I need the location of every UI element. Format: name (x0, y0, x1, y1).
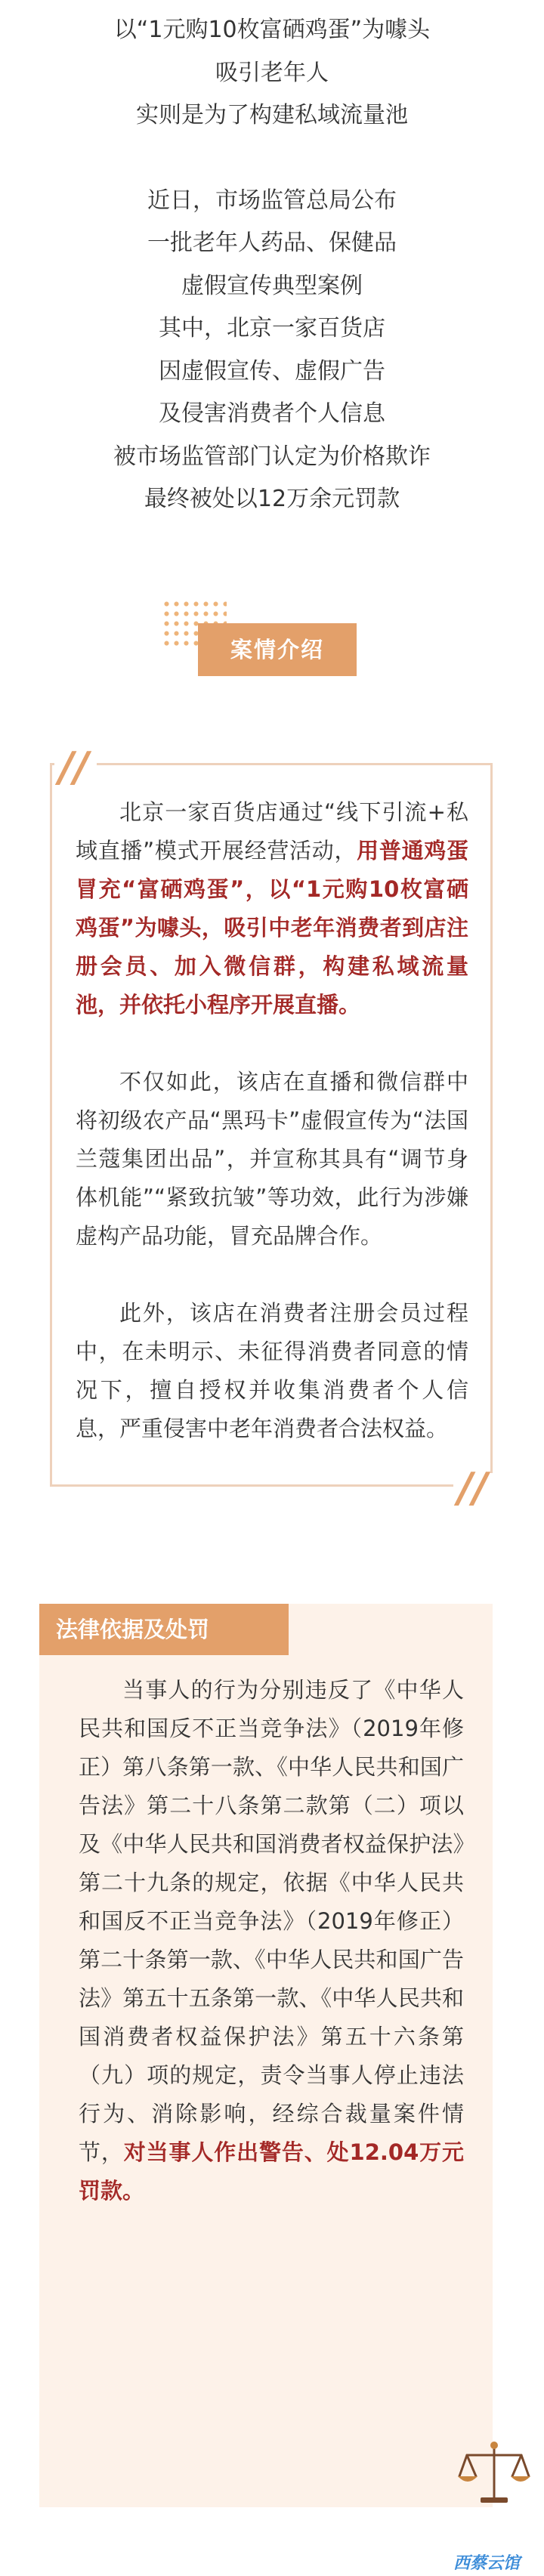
case-text (76, 793, 468, 1448)
intro-line: 以“1元购10枚富硒鸡蛋”为噱头 (113, 17, 431, 43)
intro-line: 吸引老年人 (215, 59, 329, 86)
law-text-highlight: 对当事人作出警告、处12.04万元罚款。 (79, 2139, 464, 2204)
quote-open-icon: // (54, 752, 97, 783)
law-paragraph (79, 1671, 464, 2210)
intro-block (0, 9, 544, 521)
intro-line: 最终被处以12万余元罚款 (144, 486, 400, 512)
intro-line: 近日，市场监管总局公布 (147, 187, 397, 214)
law-text-normal: 当事人的行为分别违反了《中华人民共和国反不正当竞争法》（2019年修正）第八条第一款、《中华人民共和国广告法》第二十八条第二款第（二）项以及《中华人民共和国消费者权益保护法》第二十九条的规定，依据《中华人民共和国反不正当竞争法》（2019年修正）第二十条第一款、《中华人民共和国广告法》第五十五条第一款、《中华人民共和国消费者权益保护法》第五十六条第（九）项的规定，责令当事人停止违法行为、消除影响，经综合裁量案件情节， (79, 1677, 464, 2165)
case-p1-normal: 北京一家百货店通过“线下引流+私域直播”模式开展经营活动， (76, 799, 468, 863)
intro-line: 因虚假宣传、虚假广告 (159, 357, 385, 385)
case-paragraph-3: 此外，该店在消费者注册会员过程中，在未明示、未征得消费者同意的情况下，擅自授权并收集消费者个人信息，严重侵害中老年消费者合法权益。 (76, 1300, 468, 1441)
law-badge: 法律依据及处罚 (39, 1604, 289, 1655)
intro-line: 实则是为了构建私域流量池 (136, 102, 408, 128)
intro-line: 其中，北京一家百货店 (159, 315, 385, 341)
intro-line: 一批老年人药品、保健品 (147, 230, 397, 256)
intro-line: 被市场监管部门认定为价格欺诈 (113, 443, 431, 470)
watermark-logo: 西蔡云馆 (453, 2554, 521, 2573)
case-paragraph-1 (76, 793, 468, 1024)
scale-icon (456, 2439, 532, 2507)
intro-line: 虚假宣传典型案例 (181, 272, 363, 299)
case-paragraph-2: 不仅如此，该店在直播和微信群中将初级农产品“黑玛卡”虚假宣传为“法国兰蔻集团出品”，并宣称其具有“调节身体机能”“紧致抗皱”等功效，此行为涉嫌虚构产品功能，冒充品牌合作。 (76, 1069, 468, 1249)
case-intro-badge: 案情介绍 (198, 623, 357, 676)
intro-gap (0, 137, 544, 180)
quote-close-icon: // (453, 1473, 500, 1503)
law-text (79, 1671, 464, 2210)
case-p1-highlight: 用普通鸡蛋冒充“富硒鸡蛋”，以“1元购10枚富硒鸡蛋”为噱头，吸引中老年消费者到店注册会员、加入微信群，构建私域流量池，并依托小程序开展直播。 (76, 838, 468, 1018)
intro-line: 及侵害消费者个人信息 (159, 400, 385, 427)
